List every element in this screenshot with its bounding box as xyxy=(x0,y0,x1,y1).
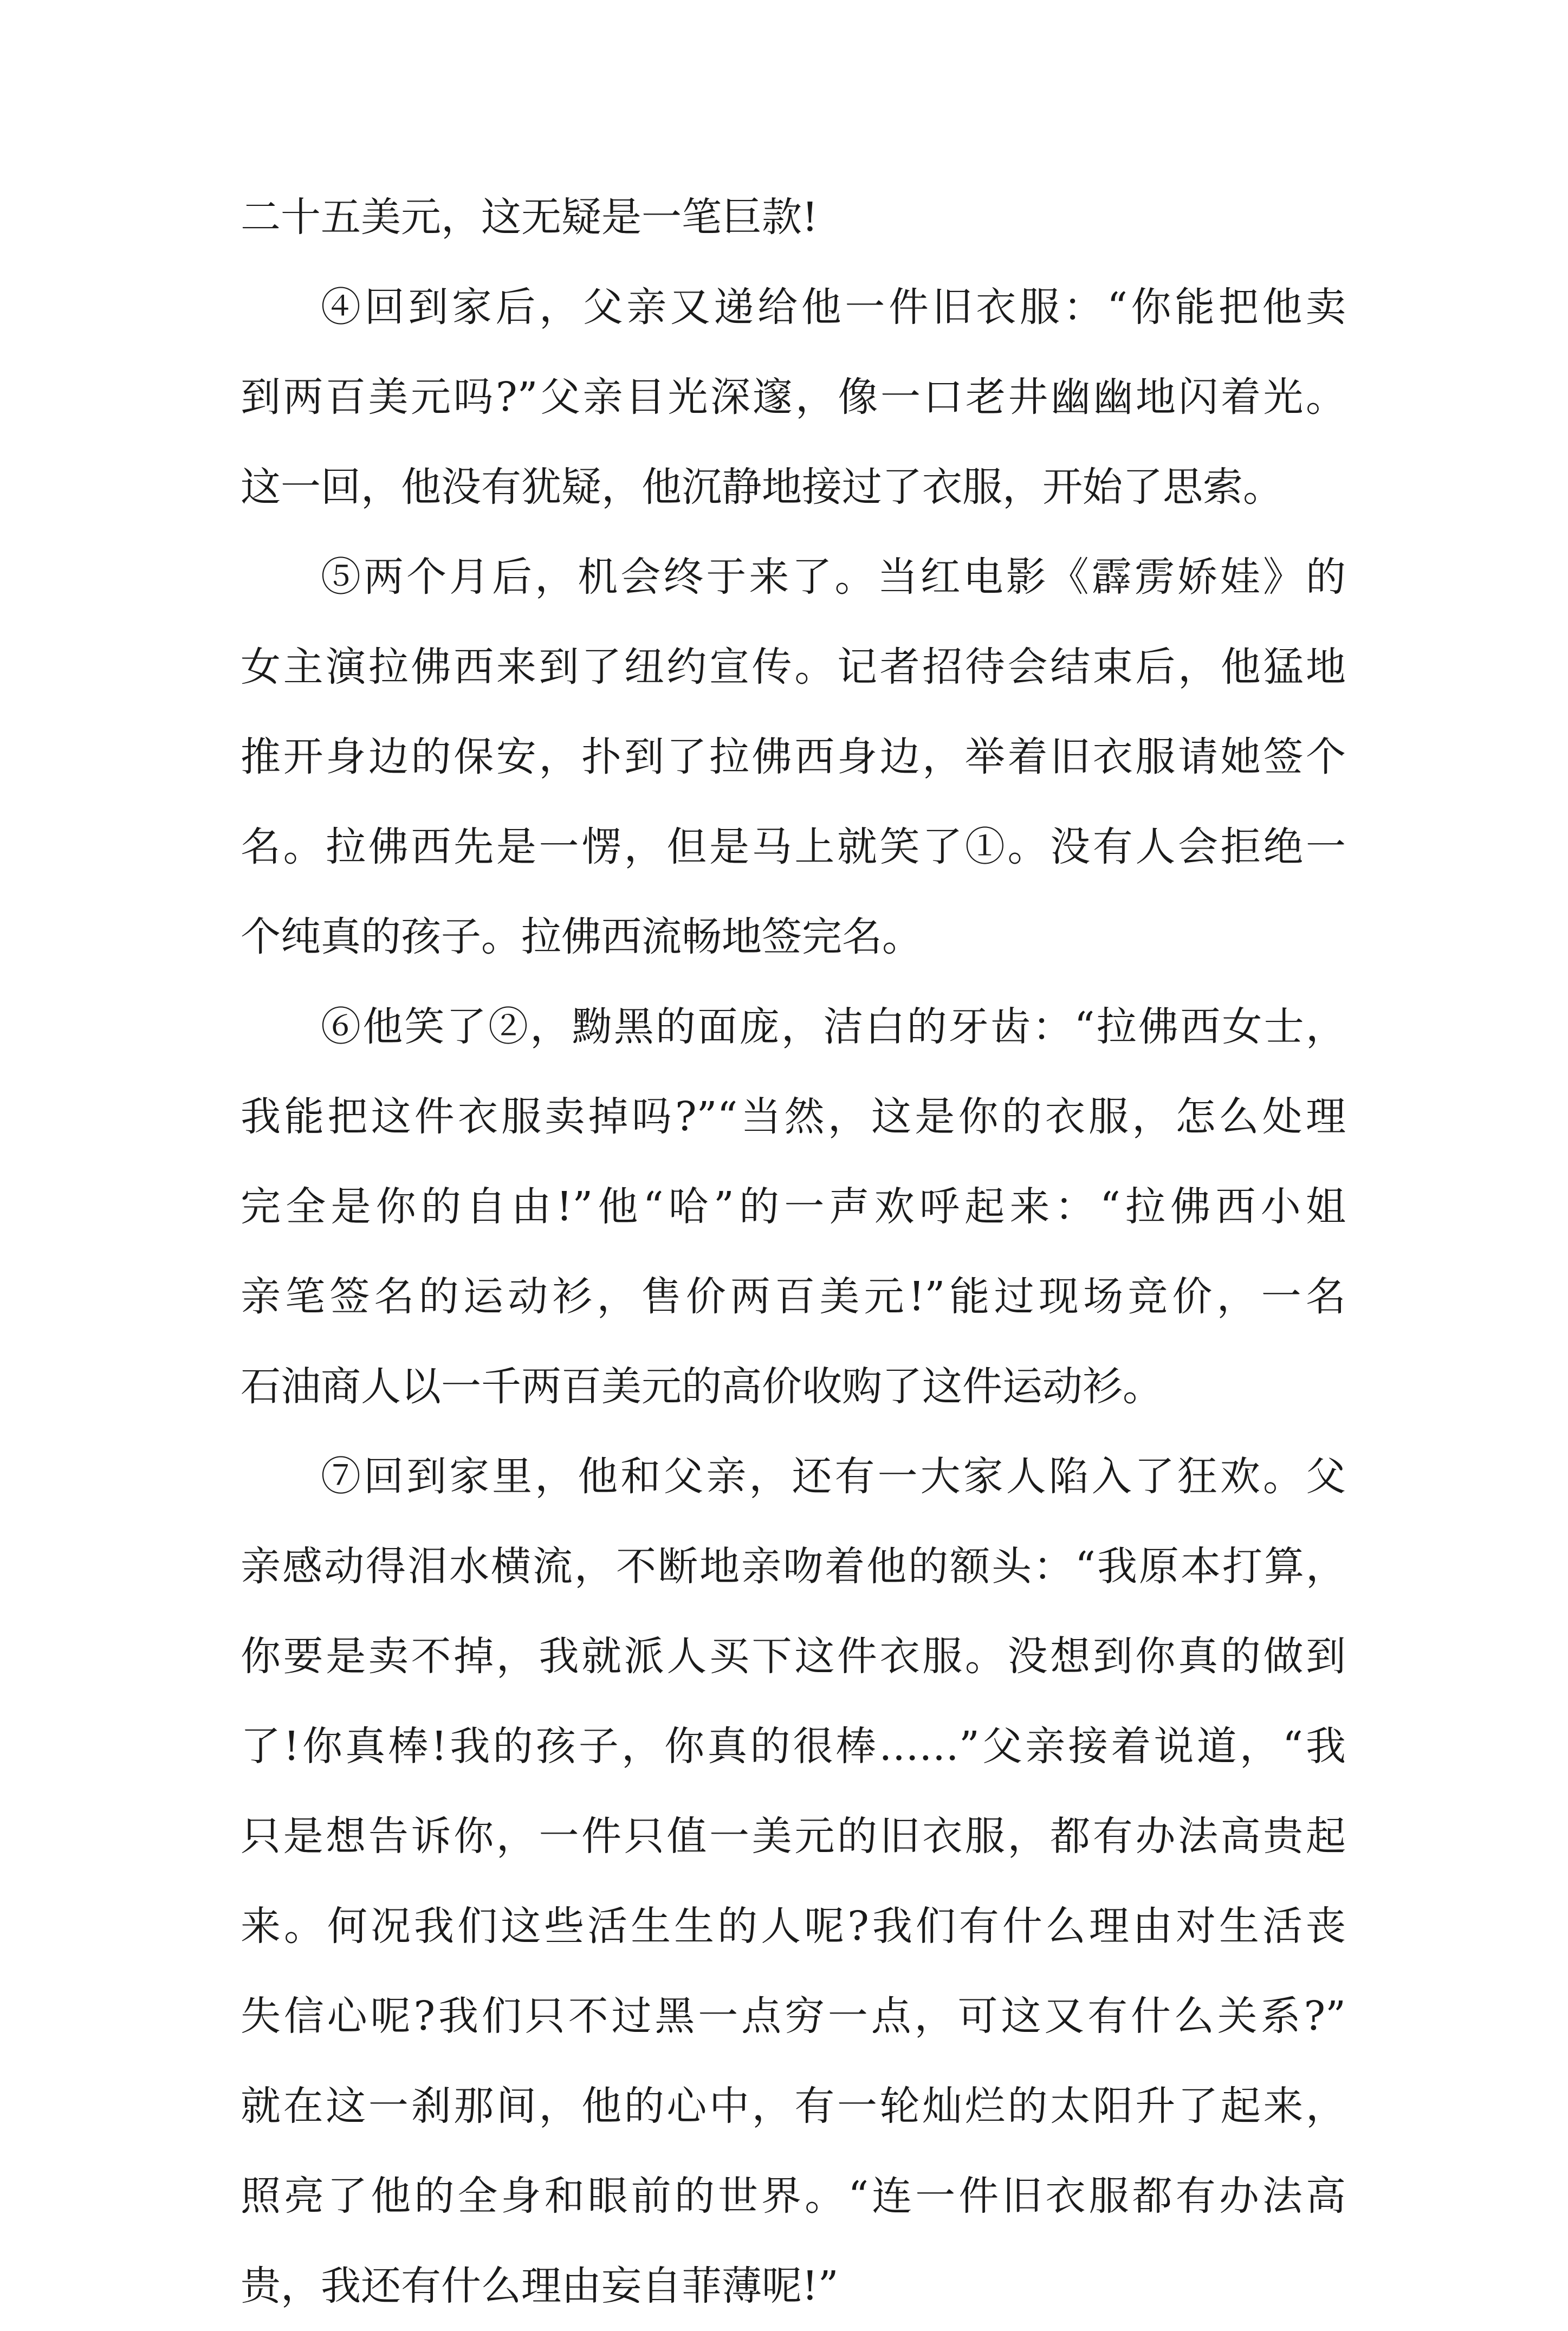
text-line: 女主演拉佛西来到了纽约宣传。记者招待会结束后，他猛地 xyxy=(241,644,1346,690)
text-line: 我能把这件衣服卖掉吗?”“当然，这是你的衣服，怎么处理 xyxy=(241,1093,1346,1140)
text-line: 只是想告诉你，一件只值一美元的旧衣服，都有办法高贵起 xyxy=(241,1813,1346,1860)
text-line: ⑦回到家里，他和父亲，还有一大家人陷入了狂欢。父 xyxy=(321,1453,1346,1500)
paragraph xyxy=(241,982,1346,1432)
paragraph xyxy=(241,532,1346,982)
text-line: 名。拉佛西先是一愣，但是马上就笑了①。没有人会拒绝一 xyxy=(241,824,1346,870)
text-line: 推开身边的保安，扑到了拉佛西身边，举着旧衣服请她签个 xyxy=(241,734,1346,780)
text-line: 了!你真棒!我的孩子，你真的很棒……”父亲接着说道，“我 xyxy=(241,1723,1346,1770)
text-line: 这一回，他没有犹疑，他沉静地接过了衣服，开始了思索。 xyxy=(241,464,1283,510)
text-line: 失信心呢?我们只不过黑一点穷一点，可这又有什么关系?” xyxy=(241,1993,1346,2039)
text-line: 完全是你的自由!”他“哈”的一声欢呼起来：“拉佛西小姐 xyxy=(241,1183,1346,1230)
text-line: 就在这一刹那间，他的心中，有一轮灿烂的太阳升了起来， xyxy=(241,2083,1346,2129)
paragraph xyxy=(241,1432,1346,2331)
text-line: ⑤两个月后，机会终于来了。当红电影《霹雳娇娃》的 xyxy=(321,554,1346,600)
text-line: 贵，我还有什么理由妄自菲薄呢!” xyxy=(241,2263,839,2309)
paragraph xyxy=(241,172,1346,262)
text-line: ④回到家后，父亲又递给他一件旧衣服：“你能把他卖 xyxy=(321,284,1346,331)
text-line: 照亮了他的全身和眼前的世界。“连一件旧衣服都有办法高 xyxy=(241,2173,1346,2219)
text-line: 石油商人以一千两百美元的高价收购了这件运动衫。 xyxy=(241,1363,1163,1410)
paragraph xyxy=(241,262,1346,532)
text-line: 个纯真的孩子。拉佛西流畅地签完名。 xyxy=(241,914,922,960)
text-line: ⑥他笑了②，黝黑的面庞，洁白的牙齿：“拉佛西女士， xyxy=(321,1003,1346,1050)
text-line: 亲笔签名的运动衫，售价两百美元!”能过现场竞价，一名 xyxy=(241,1273,1346,1320)
text-line: 二十五美元，这无疑是一笔巨款! xyxy=(241,194,818,241)
text-line: 亲感动得泪水横流，不断地亲吻着他的额头：“我原本打算， xyxy=(241,1543,1346,1590)
text-line: 来。何况我们这些活生生的人呢?我们有什么理由对生活丧 xyxy=(241,1903,1346,1950)
text-column xyxy=(241,172,1346,2331)
text-line: 你要是卖不掉，我就派人买下这件衣服。没想到你真的做到 xyxy=(241,1633,1346,1680)
text-line: 到两百美元吗?”父亲目光深邃，像一口老井幽幽地闪着光。 xyxy=(241,374,1346,420)
